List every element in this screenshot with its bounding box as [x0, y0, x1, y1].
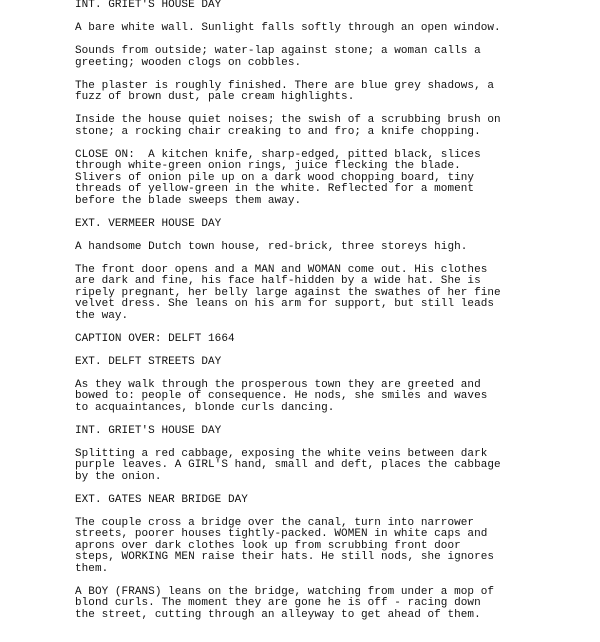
action-paragraph	[75, 46, 535, 69]
scene-heading	[75, 0, 535, 12]
script-line: greeting; wooden clogs on cobbles.	[75, 56, 302, 69]
script-line: stone; a rocking chair creaking to and fro; a knife chopping.	[75, 125, 481, 138]
script-line: INT. GRIET'S HOUSE DAY	[75, 0, 222, 11]
script-line: CLOSE ON: A kitchen knife, sharp-edged, pitted black, slices	[75, 148, 481, 161]
script-line: Slivers of onion pile up on a dark wood chopping board, tiny	[75, 171, 475, 184]
script-line: As they walk through the prosperous town they are greeted and	[75, 378, 481, 391]
action-paragraph	[75, 242, 535, 254]
script-line: A handsome Dutch town house, red-brick, three storeys high.	[75, 240, 468, 253]
script-line: The front door opens and a MAN and WOMAN come out. His clothes	[75, 263, 488, 276]
script-line: streets, poorer houses tightly-packed. WOMEN in white caps and	[75, 528, 488, 540]
script-line: Sounds from outside; water-lap against stone; a woman calls a	[75, 45, 481, 57]
script-line: are dark and fine, his face half-hidden by a wide hat. She is	[75, 275, 481, 287]
script-line: them.	[75, 562, 109, 575]
screenplay-text	[75, 0, 535, 633]
action-paragraph	[75, 380, 535, 415]
script-line: through white-green onion rings, juice flecking the blade.	[75, 160, 461, 172]
script-line: to acquaintances, blonde curls dancing.	[75, 401, 335, 414]
script-line: threads of yellow-green in the white. Reflected for a moment	[75, 183, 475, 195]
script-line: fuzz of brown dust, pale cream highlights.	[75, 91, 355, 103]
script-line: by the onion.	[75, 470, 162, 483]
script-line: CAPTION OVER: DELFT 1664	[75, 332, 235, 345]
script-line: The plaster is roughly finished. There are blue grey shadows, a	[75, 79, 495, 92]
script-line: Inside the house quiet noises; the swish of a scrubbing brush on	[75, 114, 501, 126]
action-paragraph	[75, 265, 535, 323]
script-line: bowed to: people of consequence. He nods, she smiles and waves	[75, 390, 488, 402]
script-line: A BOY (FRANS) leans on the bridge, watching from under a mop of	[75, 585, 495, 598]
script-line: EXT. VERMEER HOUSE DAY	[75, 217, 222, 230]
script-line: A bare white wall. Sunlight falls softly through an open window.	[75, 22, 501, 34]
action-paragraph	[75, 115, 535, 138]
script-line: aprons over dark clothes look up from scrubbing front door	[75, 539, 461, 552]
script-line: The couple cross a bridge over the canal, turn into narrower	[75, 516, 475, 529]
script-line: the street, cutting through an alleyway to get ahead of them.	[75, 608, 481, 621]
scene-heading	[75, 426, 535, 438]
scene-heading	[75, 357, 535, 369]
scene-heading	[75, 219, 535, 231]
scene-heading	[75, 495, 535, 507]
script-line: purple leaves. A GIRL'S hand, small and deft, places the cabbage	[75, 459, 501, 471]
script-line: INT. GRIET'S HOUSE DAY	[75, 424, 222, 437]
action-paragraph	[75, 23, 535, 35]
script-line: blond curls. The moment they are gone he is off - racing down	[75, 597, 481, 609]
caption-line	[75, 334, 535, 346]
action-paragraph	[75, 518, 535, 576]
script-line: the way.	[75, 309, 129, 322]
script-line: steps, WORKING MEN raise their hats. He still nods, she ignores	[75, 551, 495, 563]
script-line: EXT. DELFT STREETS DAY	[75, 355, 222, 368]
script-line: before the blade sweeps them away.	[75, 194, 302, 207]
action-paragraph	[75, 449, 535, 484]
script-line: EXT. GATES NEAR BRIDGE DAY	[75, 493, 248, 506]
script-line: Splitting a red cabbage, exposing the white veins between dark	[75, 447, 488, 460]
script-line: velvet dress. She leans on his arm for support, but still leads	[75, 298, 495, 310]
action-paragraph	[75, 81, 535, 104]
action-paragraph	[75, 150, 535, 208]
action-paragraph	[75, 587, 535, 622]
script-line: ripely pregnant, her belly large against the swathes of her fine	[75, 286, 501, 299]
